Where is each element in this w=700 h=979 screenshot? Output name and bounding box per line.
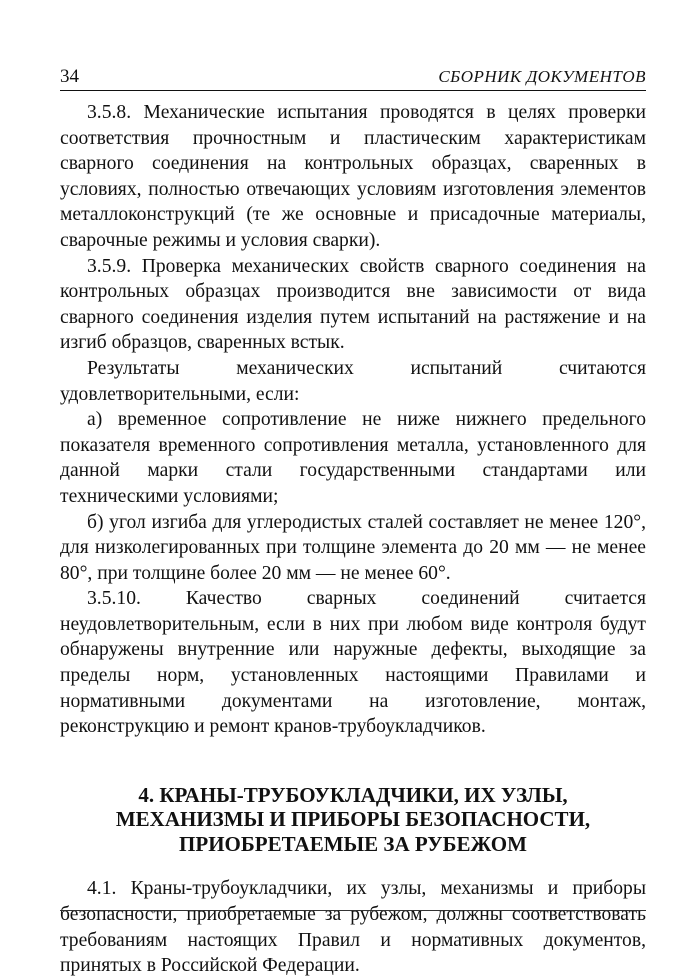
running-header bbox=[60, 66, 646, 91]
paragraph-item-b: б) угол изгиба для углеродистых сталей составляет не менее 120°, для низколегированных при толщине элемента до 20 мм — не менее 80°, при толщине более 20 мм — не менее 60°. bbox=[60, 511, 646, 584]
section-heading-line: ПРИОБРЕТАЕМЫЕ ЗА РУБЕЖОМ bbox=[179, 831, 527, 856]
section-heading-line: МЕХАНИЗМЫ И ПРИБОРЫ БЕЗОПАСНОСТИ, bbox=[115, 807, 591, 832]
page-body bbox=[60, 100, 646, 979]
paragraph-results-intro: Результаты механических испытаний считаются удовлетворительными, если: bbox=[60, 357, 646, 405]
page-number: 34 bbox=[60, 66, 79, 87]
section-heading-line: 4. КРАНЫ-ТРУБОУКЛАДЧИКИ, ИХ УЗЛЫ, bbox=[138, 782, 568, 807]
paragraph-3-5-9: 3.5.9. Проверка механических свойств сварного соединения на контрольных образцах производится вне зависимости от вида сварного соединения изделия путем испытаний на растяжение и на изгиб образцов, сваренных встык. bbox=[60, 255, 646, 354]
paragraph-item-a: а) временное сопротивление не ниже нижнего предельного показателя временного сопротивления металла, установленного для данной марки стали государственными стандартами или техническими условиями; bbox=[60, 409, 646, 507]
paragraph-4-1: 4.1. Краны-трубоукладчики, их узлы, механизмы и приборы безопасности, приобретаемые за рубежом, должны соответствовать требованиям настоящих Правил и нормативных документов, принятых в Российской Федерации. bbox=[60, 878, 646, 977]
paragraph-3-5-8: 3.5.8. Механические испытания проводятся в целях проверки соответствия прочностным и пластическим характеристикам сварного соединения на контрольных образцах, сваренных в условиях, полностью отвечающих условиям изготовления элементов металлоконструкций (те же основные и присадочные материалы, сварочные режимы и условия сварки). bbox=[60, 102, 646, 251]
collection-title: СБОРНИК ДОКУМЕНТОВ bbox=[438, 67, 646, 86]
section-heading bbox=[60, 783, 646, 857]
footer-rule bbox=[60, 910, 646, 911]
paragraph-3-5-10: 3.5.10. Качество сварных соединений считается неудовлетворительным, если в них при любом виде контроля будут обнаружены внутренние или наружные дефекты, выходящие за пределы норм, установленных настоящими Правилами и нормативными документами на изготовление, монтаж, реконструкцию и ремонт кранов-трубоукладчиков. bbox=[60, 588, 646, 738]
